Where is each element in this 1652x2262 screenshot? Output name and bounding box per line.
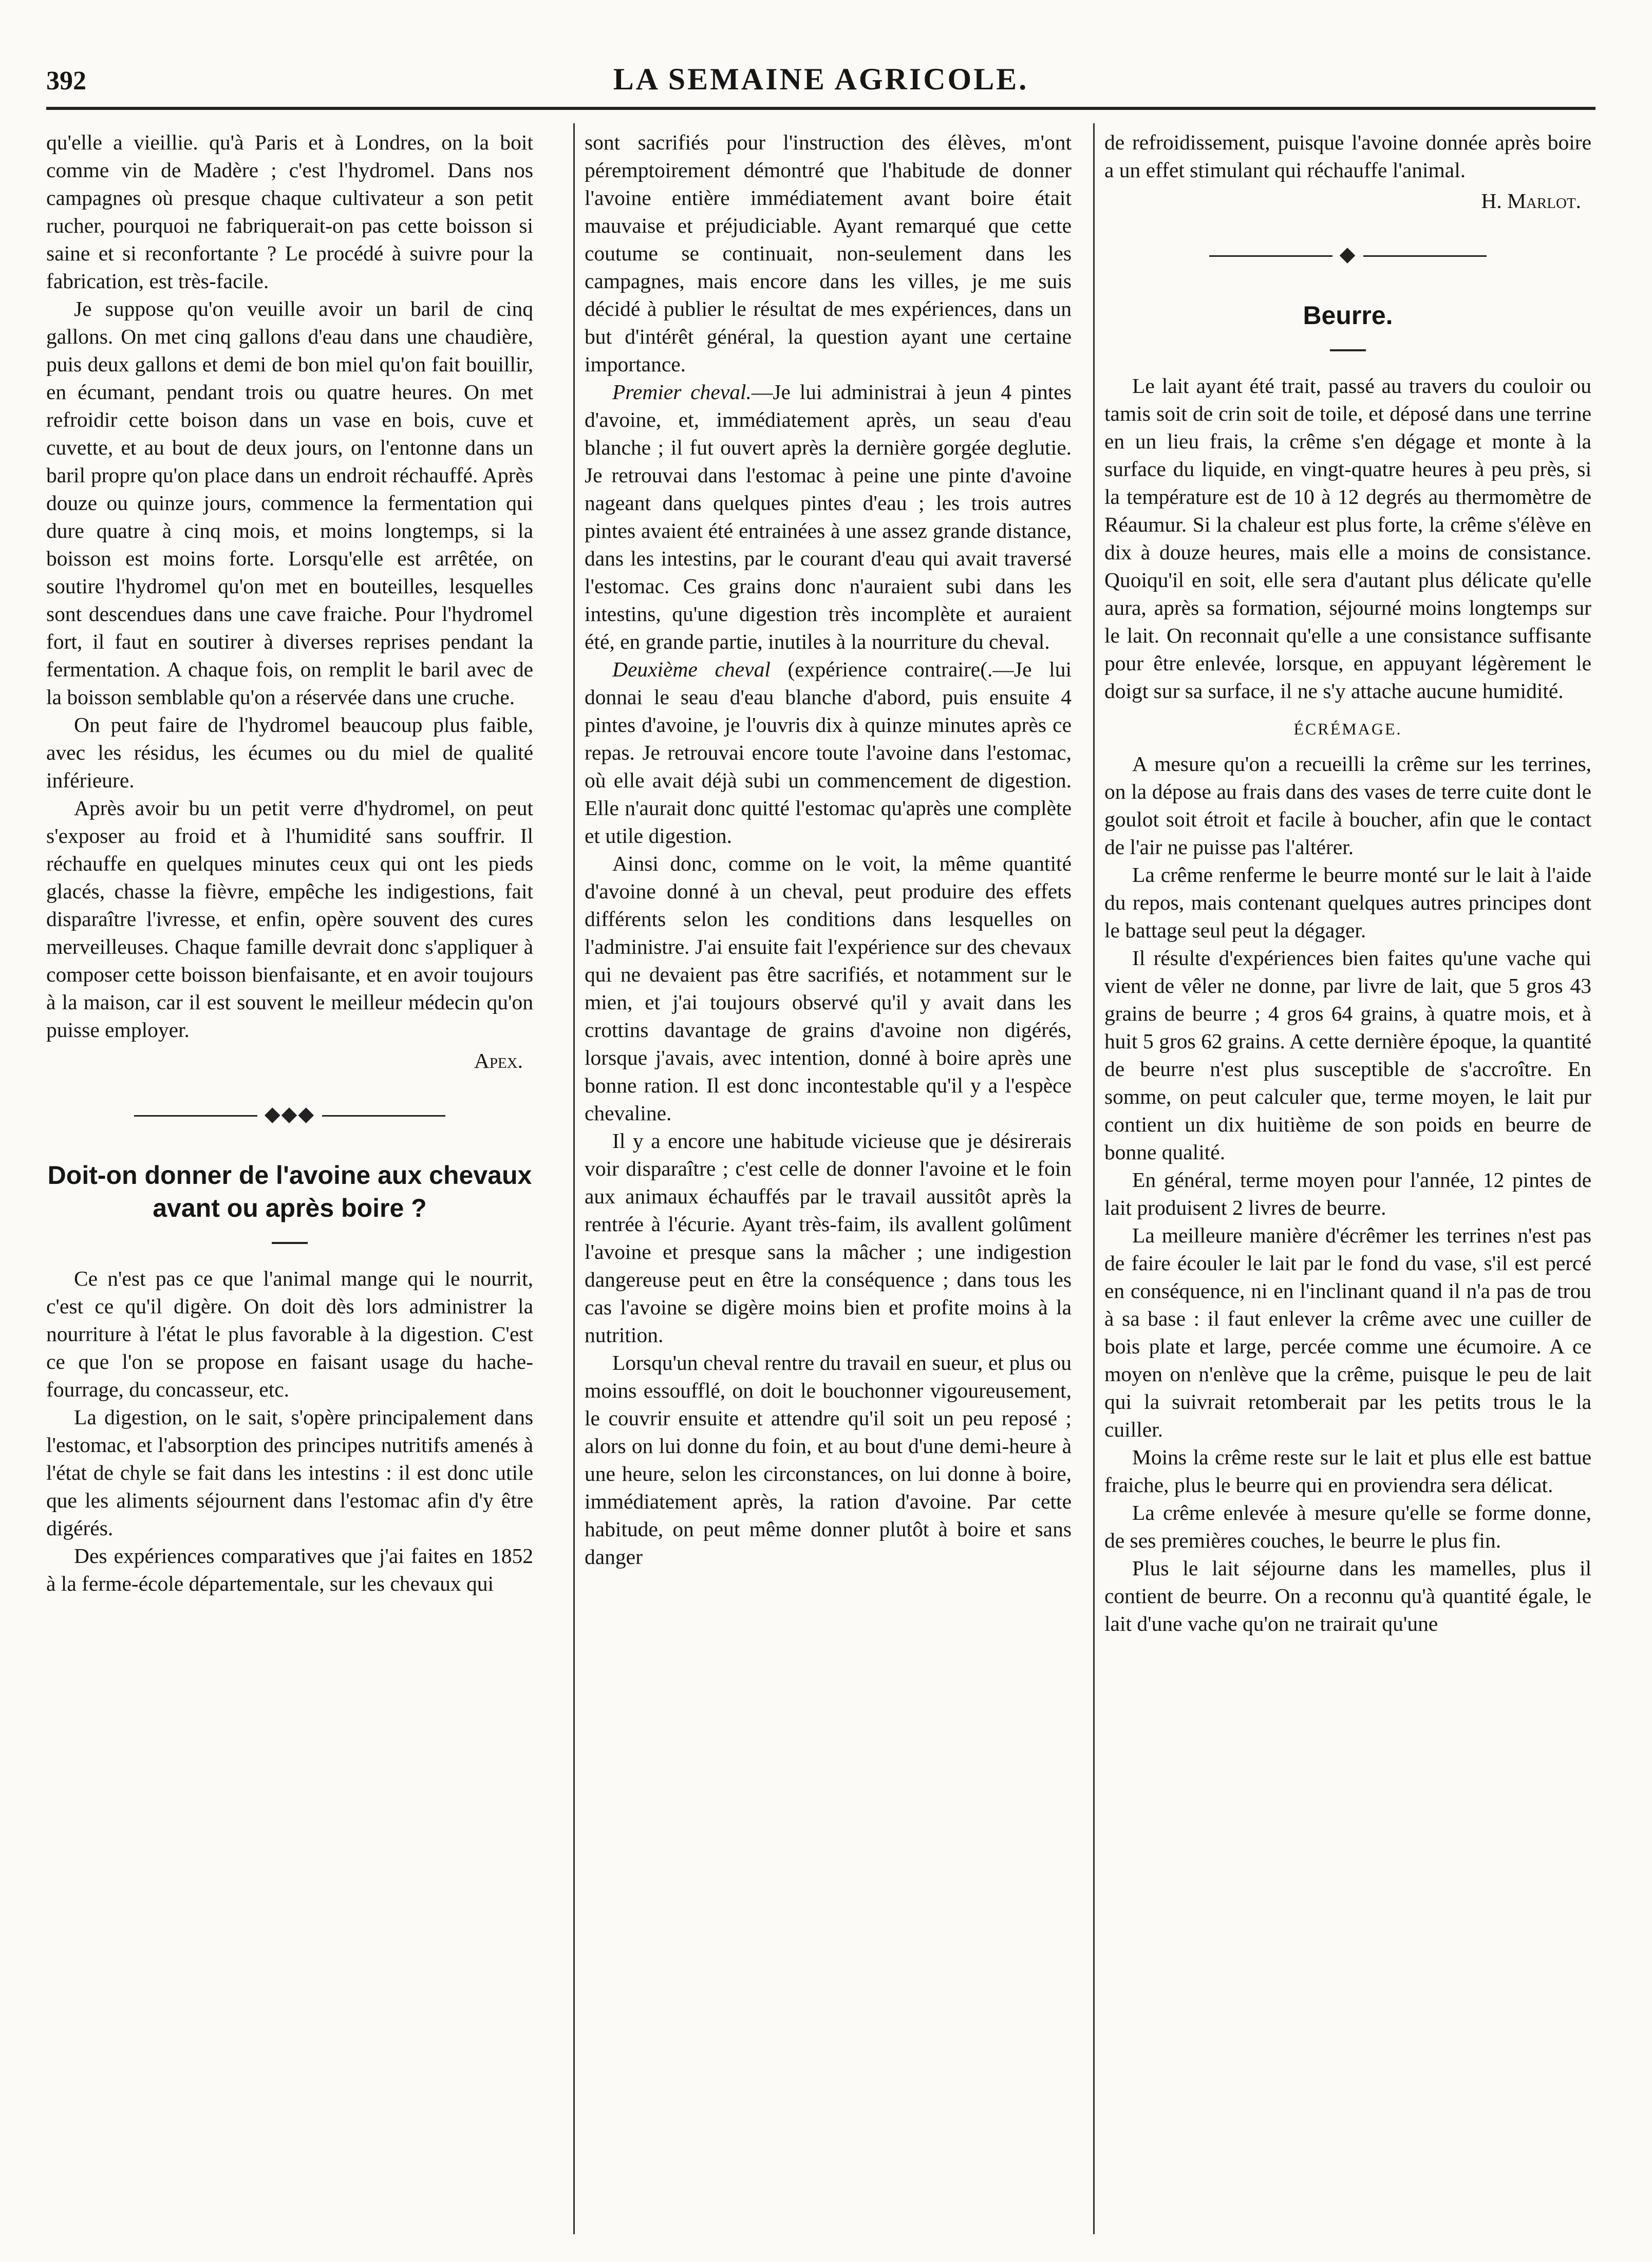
column-divider xyxy=(1093,123,1095,2234)
paragraph: La crême enlevée à mesure qu'elle se forme donne, de ses premières couches, le beurre le plus fin. xyxy=(1104,1501,1591,1552)
column-divider xyxy=(573,123,575,2234)
journal-title: LA SEMAINE AGRICOLE. xyxy=(613,62,1029,96)
subheading: ÉCRÉMAGE. xyxy=(1293,720,1402,738)
author-signature: H. Marlot. xyxy=(1481,189,1581,213)
paragraph: sont sacrifiés pour l'instruction des élèves, m'ont péremptoirement démontré que l'habitude de donner l'avoine entière immédiatement avant boire était mauvaise et préjudiciable. Ayant remarqué que cette coutume se continuait, non-seulement dans les campagnes, mais encore dans les villes, je me suis décidé à publier le résultat de mes expériences, dans un but d'intérêt général, la question ayant une certaine importance. xyxy=(585,130,1072,376)
section-ornament: ◆ xyxy=(1104,240,1591,268)
paragraph: A mesure qu'on a recueilli la crême sur les terrines, on la dépose au frais dans des vases de terre cuite dont le goulot soit étroit et facile à boucher, afin que le contact de l'air ne puisse pas l'altérer. xyxy=(1104,752,1591,859)
paragraph: Plus le lait séjourne dans les mamelles, plus il contient de beurre. On a reconnu qu'à quantité égale, le lait d'une vache qu'on ne trairait qu'une xyxy=(1104,1556,1591,1635)
paragraph: Ainsi donc, comme on le voit, la même quantité d'avoine donné à un cheval, peut produire des effets différents selon les conditions dans lesquelles on l'administre. J'ai ensuite fait l'expérience sur des chevaux qui ne devaient pas être sacrifiés, et notamment sur le mien, et j'ai toujours observé qu'il y avait dans les crottins davantage de grains d'avoine non digérés, lorsque j'avais, avec intention, donné à boire après une bonne ration. Il est donc incontestable qu'il y a l'espèce chevaline. xyxy=(585,852,1072,1125)
article-title: Beurre. xyxy=(1303,301,1393,330)
experiment-label: Deuxième cheval xyxy=(612,657,771,681)
paragraph xyxy=(585,378,1072,655)
paragraph xyxy=(585,655,1072,850)
column-3 xyxy=(1104,128,1591,2245)
paragraph: Il y a encore une habitude vicieuse que je désirerais voir disparaître ; c'est celle de donner l'avoine et le foin aux animaux échauffés par le travail aussitôt après la rentrée à l'écurie. Ayant très-faim, ils avallent golûment l'avoine et presque sans la mâcher ; une indigestion dangereuse peut en être la conséquence ; dans tous les cas l'avoine se digère moins bien et profite moins à la nutrition. xyxy=(585,1129,1072,1347)
experiment-text: —Je lui administrai à jeun 4 pintes d'avoine, et, immédiatement après, un seau d'eau blanche ; il fut ouvert après la dernière gorgée deglutie. Je retrouvai dans l'estomac à peine une pinte d'avoine nageant dans quelques pintes d'eau ; les trois autres pintes avaient été entrainées à une assez grande distance, dans les intestins, par le courant d'eau qui avait traversé l'estomac. Ces grains donc n'auraient subi dans les intestins, qu'une digestion très incomplète et auraient été, en grande partie, inutiles à la nourriture du cheval. xyxy=(585,380,1072,653)
author-signature: Apex. xyxy=(474,1049,523,1072)
paragraph: Le lait ayant été trait, passé au travers du couloir ou tamis soit de crin soit de toile, et déposé dans une terrine en un lieu frais, la crême s'en dégage et monte à la surface du liquide, en vingt-quatre heures à peu près, si la température est de 10 à 12 degrés au thermomètre de Réaumur. Si la chaleur est plus forte, la crême s'élève en dix à douze heures, mais elle a moins de consistance. Quoiqu'il en soit, elle sera d'autant plus délicate qu'elle aura, après sa formation, séjourné moins longtemps sur le lait. On reconnait qu'elle a une consistance suffisante pour être enlevée, lorsque, en appuyant légèrement le doigt sur sa surface, il ne s'y attache aucune humidité. xyxy=(1104,374,1591,703)
paragraph: Lorsqu'un cheval rentre du travail en sueur, et plus ou moins essoufflé, on doit le bouchonner vigoureusement, le couvrir ensuite et attendre qu'il soit un peu reposé ; alors on lui donne du foin, et au bout d'une demi-heure à une heure, selon les circonstances, on lui donne à boire, immédiatement après, la ration d'avoine. Par cette habitude, on peut même donner plutôt à boire et sans danger xyxy=(585,1351,1072,1569)
paragraph: En général, terme moyen pour l'année, 12 pintes de lait produisent 2 livres de beurre. xyxy=(1104,1168,1591,1219)
paragraph: La crême renferme le beurre monté sur le lait à l'aide du repos, mais contenant quelques autres principes dont le battage seul peut la dégager. xyxy=(1104,863,1591,942)
paragraph: Ce n'est pas ce que l'animal mange qui le nourrit, c'est ce qu'il digère. On doit dès lors administrer la nourriture à l'état le plus favorable à la digestion. C'est ce que l'on se propose en faisant usage du hache-fourrage, du concasseur, etc. xyxy=(46,1267,533,1401)
article-title: Doit-on donner de l'avoine aux chevaux avant ou après boire ? xyxy=(47,1161,532,1222)
paragraph: La digestion, on le sait, s'opère principalement dans l'estomac, et l'absorption des principes nutritifs amenés à l'état de chyle se fait dans les intestins : il est donc utile que les aliments séjournent dans l'estomac afin d'y être digérés. xyxy=(46,1405,533,1540)
paragraph: de refroidissement, puisque l'avoine donnée après boire a un effet stimulant qui réchauffe l'animal. xyxy=(1104,130,1591,182)
paragraph: Moins la crême reste sur le lait et plus elle est battue fraiche, plus le beurre qui en proviendra sera délicat. xyxy=(1104,1445,1591,1497)
paragraph: Après avoir bu un petit verre d'hydromel, on peut s'exposer au froid et à l'humidité sans souffrir. Il réchauffe en quelques minutes ceux qui ont les pieds glacés, chasse la fièvre, empêche les indigestions, fait disparaître l'ivresse, et enfin, opère souvent des cures merveilleuses. Chaque famille devrait donc s'appliquer à composer cette boisson bienfaisante, et en avoir toujours à la maison, car il est souvent le meilleur médecin qu'on puisse employer. xyxy=(46,796,533,1042)
column-1 xyxy=(46,128,533,2245)
title-dash xyxy=(1330,349,1366,351)
title-dash xyxy=(272,1242,308,1244)
experiment-label: Premier cheval. xyxy=(612,380,752,404)
header-rule xyxy=(46,107,1595,110)
paragraph: Des expériences comparatives que j'ai faites en 1852 à la ferme-école départementale, sur les chevaux qui xyxy=(46,1544,533,1595)
paragraph: Il résulte d'expériences bien faites qu'une vache qui vient de vêler ne donne, par livre de lait, que 5 gros 43 grains de beurre ; 4 gros 64 grains, à quatre mois, et à huit 5 gros 62 grains. A cette dernière époque, la quantité de beurre n'est plus susceptible de s'accroître. En somme, on peut calculer que, terme moyen, le lait pur contient un dix huitième de son poids en beurre de bonne qualité. xyxy=(1104,946,1591,1164)
experiment-text: (expérience contraire(.—Je lui donnai le seau d'eau blanche d'abord, puis ensuite 4 pintes d'avoine, je l'ouvris dix à quinze minutes après ce repas. Je retrouvai encore toute l'avoine dans l'estomac, où elle avait déjà subi un commencement de digestion. Elle n'aurait donc quitté l'estomac qu'après une complète et utile digestion. xyxy=(585,657,1072,847)
paragraph: Je suppose qu'on veuille avoir un baril de cinq gallons. On met cinq gallons d'eau dans une chaudière, puis deux gallons et demi de bon miel qu'on fait bouillir, en écumant, pendant trois ou quatre heures. On met refroidir cette boison dans un vase en bois, cuve et cuvette, et au bout de deux jours, on l'entonne dans un baril propre qu'on place dans un endroit réchauffé. Après douze ou quinze jours, commence la fermentation qui dure quatre à cinq mois, et moins longtemps, si la boisson est moins forte. Lorsqu'elle est arrêtée, on soutire l'hydromel qu'on met en bouteilles, lesquelles sont descendues dans une cave fraiche. Pour l'hydromel fort, il faut en soutirer à diverses reprises pendant la fermentation. A chaque fois, on remplit le baril avec de la boisson semblable qu'on a réservée dans une cruche. xyxy=(46,297,533,709)
page-number: 392 xyxy=(46,66,86,96)
paragraph: On peut faire de l'hydromel beaucoup plus faible, avec les résidus, les écumes ou du miel de qualité inférieure. xyxy=(46,713,533,792)
paragraph: qu'elle a vieillie. qu'à Paris et à Londres, on la boit comme vin de Madère ; c'est l'hydromel. Dans nos campagnes où presque chaque cultivateur a son petit rucher, pourquoi ne fabriquerait-on pas cette boisson si saine et si reconfortante ? Le procédé à suivre pour la fabrication, est très-facile. xyxy=(46,130,533,293)
paragraph: La meilleure manière d'écrêmer les terrines n'est pas de faire écouler le lait par le fond du vase, s'il est percé en conséquence, ni en l'inclinant quand il n'a pas de trou à sa base : il faut enlever la crême avec une cuiller de bois plate et large, percée comme une écumoire. A ce moyen on n'enlève que la crême, puisque le peu de lait qui la suivrait retomberait par les petits trous le la cuiller. xyxy=(1104,1223,1591,1441)
column-2 xyxy=(585,128,1072,2245)
section-ornament: ◆◆◆ xyxy=(46,1100,533,1128)
page-header xyxy=(46,62,1595,108)
